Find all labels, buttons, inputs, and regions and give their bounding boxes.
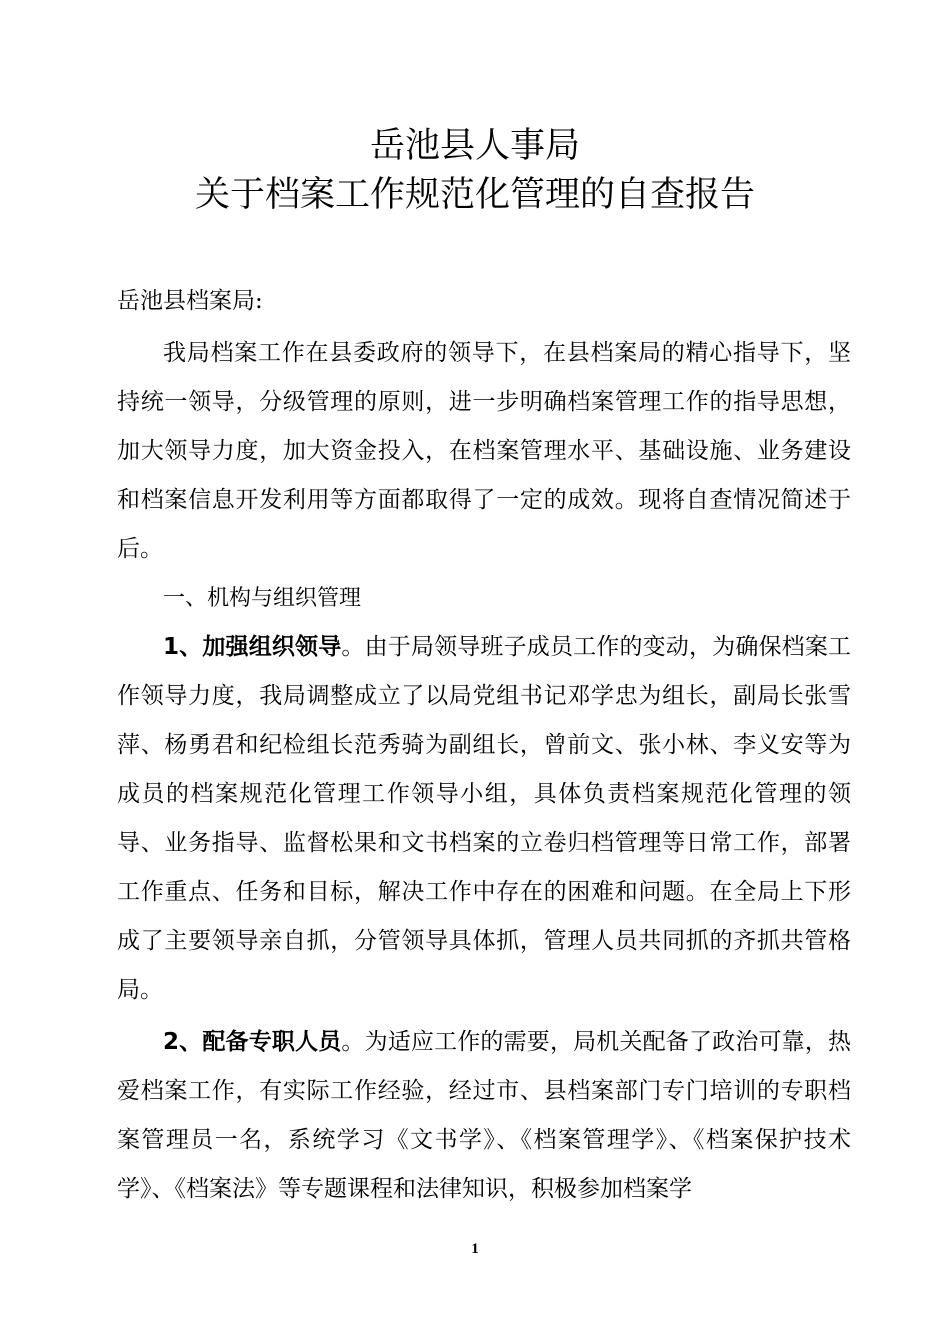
item-1-lead: 1、加强组织领导 <box>163 634 342 660</box>
document-title-line2: 关于档案工作规范化管理的自查报告 <box>194 175 755 215</box>
document-title-line1: 岳池县人事局 <box>369 126 580 166</box>
item-1-text: 。由于局领导班子成员工作的变动，为确保档案工作领导力度，我局调整成立了以局党组书记邓学忠为组长，副局长张雪萍、杨勇君和纪检组长范秀骑为副组长，曾前文、张小林、李义安等为成员的档案规范化管理工作领导小组，具体负责档案规范化管理的领导、业务指导、监督松果和文书档案的立卷归档管理等日常工作，部署工作重点、任务和目标，解决工作中存在的困难和问题。在全局上下形成了主要领导亲自抓，分管领导具体抓，管理人员共同抓的齐抓共管格局。 <box>117 634 851 1003</box>
page-number: 1 <box>471 1241 479 1257</box>
salutation: 岳池县档案局: <box>117 288 263 314</box>
item-2-lead: 2、配备专职人员 <box>163 1029 342 1055</box>
section-item-2 <box>117 1018 851 1214</box>
intro-paragraph: 我局档案工作在县委政府的领导下，在县档案局的精心指导下，坚持统一领导，分级管理的原则，进一步明确档案管理工作的指导思想，加大领导力度，加大资金投入，在档案管理水平、基础设施、业务建设和档案信息开发利用等方面都取得了一定的成效。现将自查情况简述于后。 <box>117 340 851 562</box>
section-heading: 一、机构与组织管理 <box>163 586 362 611</box>
section-item-1 <box>117 623 851 1015</box>
item-2-text: 。为适应工作的需要，局机关配备了政治可靠，热爱档案工作，有实际工作经验，经过市、县档案部门专门培训的专职档案管理员一名，系统学习《文书学》、《档案管理学》、《档案保护技术学》、《档案法》等专题课程和法律知识，积极参加档案学 <box>117 1029 851 1202</box>
document-body <box>117 277 851 1214</box>
